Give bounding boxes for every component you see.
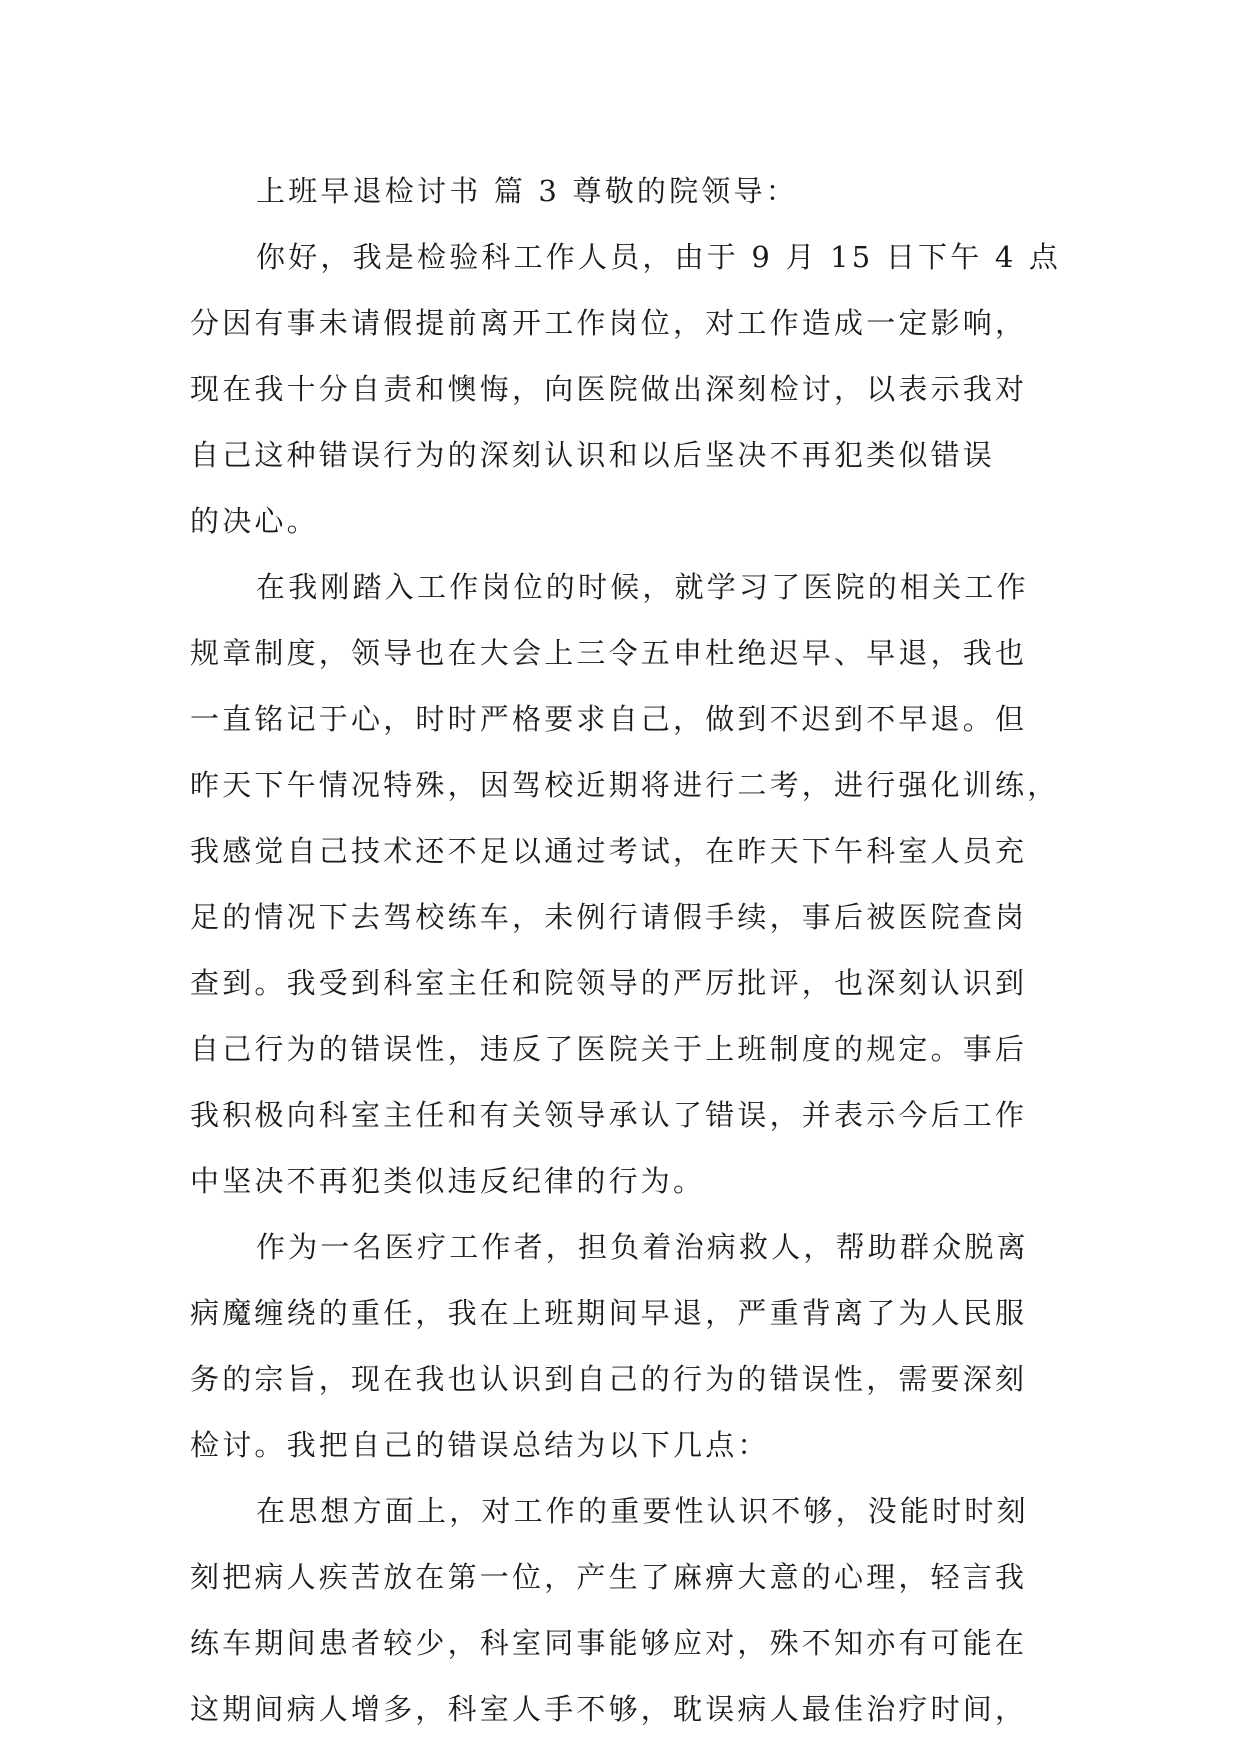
paragraph-line: 刻把病人疾苦放在第一位，产生了麻痹大意的心理，轻言我 <box>190 1560 1028 1594</box>
paragraph-line: 分因有事未请假提前离开工作岗位，对工作造成一定影响， <box>190 306 1028 340</box>
paragraph-line: 检讨。我把自己的错误总结为以下几点： <box>190 1428 770 1462</box>
paragraph-line: 现在我十分自责和懊悔，向医院做出深刻检讨，以表示我对 <box>190 372 1028 406</box>
paragraph-line: 练车期间患者较少，科室同事能够应对，殊不知亦有可能在 <box>190 1626 1028 1660</box>
paragraph-line: 我积极向科室主任和有关领导承认了错误，并表示今后工作 <box>190 1098 1028 1132</box>
paragraph-line: 病魔缠绕的重任，我在上班期间早退，严重背离了为人民服 <box>190 1296 1028 1330</box>
paragraph-line: 查到。我受到科室主任和院领导的严厉批评，也深刻认识到 <box>190 966 1028 1000</box>
paragraph-heading-line: 上班早退检讨书 篇 3 尊敬的院领导： <box>256 174 798 208</box>
paragraph-line: 规章制度，领导也在大会上三令五申杜绝迟早、早退，我也 <box>190 636 1028 670</box>
paragraph-line: 这期间病人增多，科室人手不够，耽误病人最佳治疗时间， <box>190 1692 1028 1726</box>
paragraph-line: 昨天下午情况特殊，因驾校近期将进行二考，进行强化训练， <box>190 768 1060 802</box>
paragraph-line: 一直铭记于心，时时严格要求自己，做到不迟到不早退。但 <box>190 702 1028 736</box>
paragraph-line: 中坚决不再犯类似违反纪律的行为。 <box>190 1164 706 1198</box>
paragraph-line: 自己这种错误行为的深刻认识和以后坚决不再犯类似错误 <box>190 438 996 472</box>
paragraph-line: 足的情况下去驾校练车，未例行请假手续，事后被医院查岗 <box>190 900 1028 934</box>
paragraph-line: 在我刚踏入工作岗位的时候，就学习了医院的相关工作 <box>256 570 1029 604</box>
document-body <box>190 158 1070 1742</box>
paragraph-line: 你好，我是检验科工作人员，由于 9 月 15 日下午 4 点 <box>256 240 1062 274</box>
paragraph-line: 在思想方面上，对工作的重要性认识不够，没能时时刻 <box>256 1494 1029 1528</box>
paragraph-line: 我感觉自己技术还不足以通过考试，在昨天下午科室人员充 <box>190 834 1028 868</box>
paragraph-line: 务的宗旨，现在我也认识到自己的行为的错误性，需要深刻 <box>190 1362 1028 1396</box>
paragraph-line: 的决心。 <box>190 504 319 538</box>
paragraph-line: 自己行为的错误性，违反了医院关于上班制度的规定。事后 <box>190 1032 1028 1066</box>
paragraph-line: 作为一名医疗工作者，担负着治病救人，帮助群众脱离 <box>256 1230 1029 1264</box>
